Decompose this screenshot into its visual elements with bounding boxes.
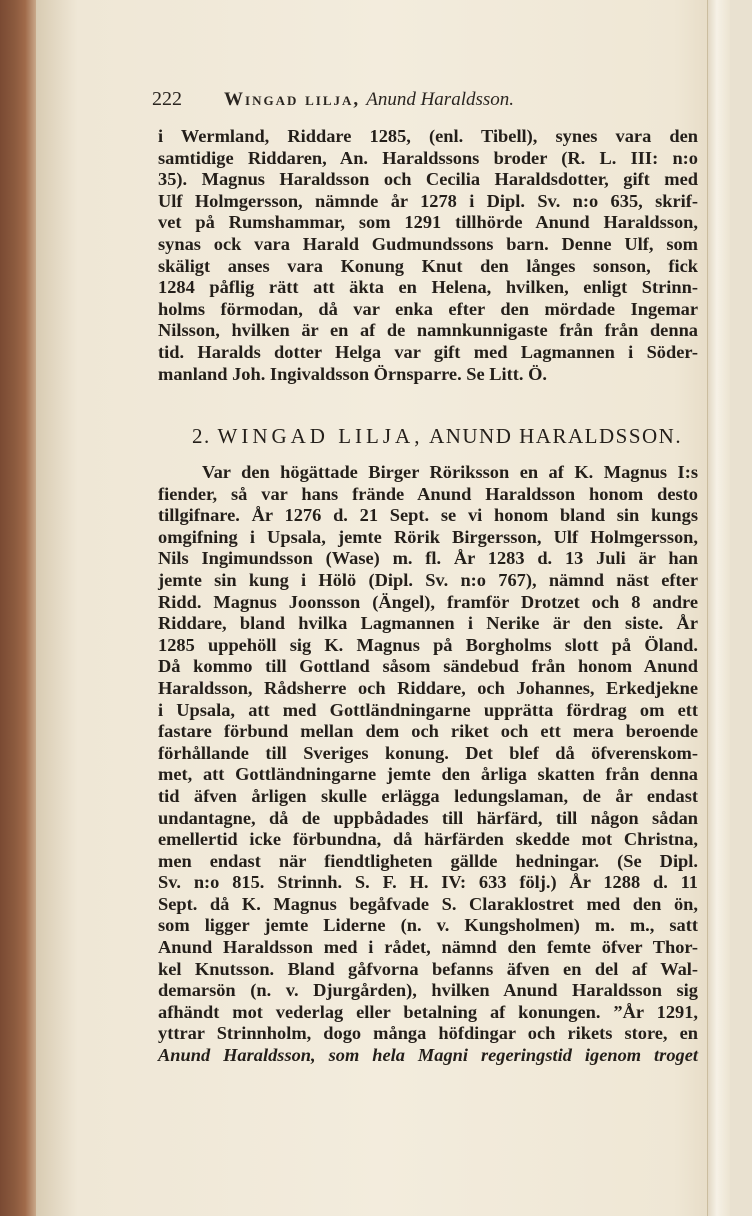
text-line: jemte sin kung i Hölö (Dipl. Sv. n:o 767), nämnd näst efter xyxy=(158,569,698,590)
text-line: samtidige Riddaren, An. Haraldssons broder (R. L. III: n:o xyxy=(158,147,698,168)
section-heading xyxy=(192,424,683,449)
text-line: 1284 påflig rätt att äkta en Helena, hvilken, enligt Strinn- xyxy=(158,277,698,298)
text-line: fastare förbund mellan dem och riket och ett mera beroende xyxy=(158,721,698,742)
text-line: som ligger jemte Liderne (n. v. Kungsholmen) m. m., satt xyxy=(158,915,698,936)
text-line: tid. Haralds dotter Helga var gift med Lagmannen i Söder- xyxy=(158,341,698,362)
text-line: Sv. n:o 815. Strinnh. S. F. H. IV: 633 följ.) År 1288 d. 11 xyxy=(158,872,698,893)
text-line: omgifning i Upsala, jemte Rörik Birgersson, Ulf Holmgersson, xyxy=(158,526,698,547)
text-line: 35). Magnus Haraldsson och Cecilia Haraldsdotter, gift med xyxy=(158,169,698,190)
text-line: Sept. då K. Magnus begåfvade S. Claraklostret med den ön, xyxy=(158,893,698,914)
text-line: afhändt mot vederlag eller betalning af konungen. ”År 1291, xyxy=(158,1001,698,1022)
running-header xyxy=(152,88,612,111)
running-title: Wingad lilja, xyxy=(224,89,361,110)
text-line: vet på Rumshammar, som 1291 tillhörde Anund Haraldsson, xyxy=(158,212,698,233)
page-number: 222 xyxy=(152,88,182,110)
paragraph-1 xyxy=(158,126,698,385)
book-spine xyxy=(0,0,36,1216)
text-line: Anund Haraldsson, som hela Magni regeringstid igenom troget xyxy=(158,1045,698,1066)
text-line: kel Knutsson. Bland gåfvorna befanns äfven en del af Wal- xyxy=(158,958,698,979)
text-line: Nilsson, hvilken är en af de namnkunnigaste från från denna xyxy=(158,320,698,341)
text-line: Nils Ingimundsson (Wase) m. fl. År 1283 d. 13 Juli är han xyxy=(158,548,698,569)
text-line: fiender, så var hans frände Anund Haraldsson honom desto xyxy=(158,483,698,504)
page-edge xyxy=(707,0,730,1216)
text-line: i Wermland, Riddare 1285, (enl. Tibell), synes vara den xyxy=(158,126,698,146)
paragraph-2 xyxy=(158,462,698,1067)
text-line: manland Joh. Ingivaldsson Örnsparre. Se Litt. Ö. xyxy=(158,363,548,384)
text-line: Ridd. Magnus Joonsson (Ängel), framför Drotzet och 8 andre xyxy=(158,591,698,612)
text-line: förhållande till Sveriges konung. Det blef då öfverenskom- xyxy=(158,742,698,763)
text-line: tid äfven årligen skulle erlägga ledungslaman, de år endast xyxy=(158,785,698,806)
text-line: Då kommo till Gottland såsom sändebud från honom Anund xyxy=(158,656,698,677)
text-line: Haraldsson, Rådsherre och Riddare, och Johannes, Erkedjekne xyxy=(158,677,698,698)
running-title-italic: Anund Haraldsson. xyxy=(366,89,515,110)
text-line: undantagne, då de uppbådades till härfärd, till någon sådan xyxy=(158,807,698,828)
text-line: synas ock vara Harald Gudmundssons barn. Denne Ulf, som xyxy=(158,233,698,254)
text-line: Riddare, bland hvilka Lagmannen i Nerike är den siste. År xyxy=(158,613,698,634)
section-number: 2. xyxy=(192,424,211,448)
text-line: holms förmodan, då var enka efter den mördade Ingemar xyxy=(158,298,698,319)
text-line: Ulf Holmgersson, nämnde år 1278 i Dipl. Sv. n:o 635, skrif- xyxy=(158,190,698,211)
text-line: emellertid icke förbundna, då härfärden skedde mot Christna, xyxy=(158,829,698,850)
text-line: men endast när fiendtligheten gällde hedningar. (Se Dipl. xyxy=(158,850,698,871)
text-line: tillgifnare. År 1276 d. 21 Sept. se vi honom bland sin kungs xyxy=(158,505,698,526)
text-line: demarsön (n. v. Djurgården), hvilken Anund Haraldsson sig xyxy=(158,980,698,1001)
text-line: 1285 uppehöll sig K. Magnus på Borgholms slott på Öland. xyxy=(158,634,698,655)
text-line: skäligt anses vara Konung Knut den långes sonson, fick xyxy=(158,255,698,276)
section-title: WINGAD LILJA, xyxy=(217,424,424,448)
section-subtitle: ANUND HARALDSSON. xyxy=(429,424,683,448)
text-line: Anund Haraldsson med i rådet, nämnd den femte öfver Thor- xyxy=(158,937,698,958)
text-line: Var den högättade Birger Röriksson en af K. Magnus I:s xyxy=(202,462,698,482)
text-line: yttrar Strinnholm, dogo många höfdingar och rikets store, en xyxy=(158,1023,698,1044)
text-line: met, att Gottländningarne jemte den årliga skatten från denna xyxy=(158,764,698,785)
text-line: i Upsala, att med Gottländningarne upprätta fördrag om ett xyxy=(158,699,698,720)
